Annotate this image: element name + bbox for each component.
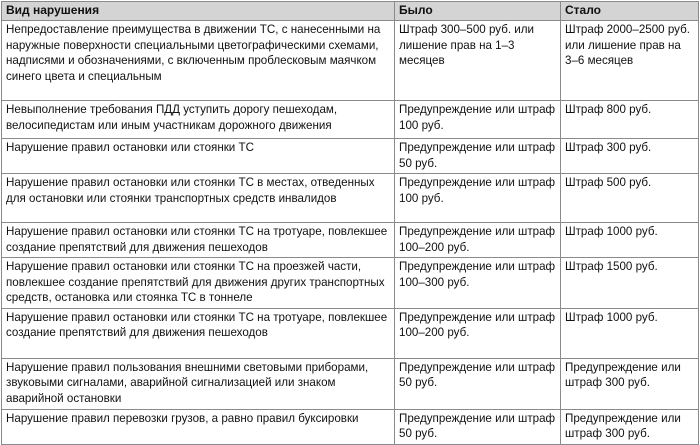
table-row (2, 101, 699, 139)
header-before: Было (395, 2, 561, 21)
violation-cell: Нарушение правил перевозки грузов, а равно правил буксировки (2, 409, 395, 444)
table-row (2, 409, 699, 444)
before-cell: Предупреждение или штраф 50 руб. (395, 409, 561, 444)
table-row (2, 358, 699, 409)
table-row (2, 21, 699, 101)
after-cell: Штраф 1000 руб. (561, 223, 699, 258)
header-after: Стало (561, 2, 699, 21)
before-cell: Предупреждение или штраф 50 руб. (395, 358, 561, 409)
violation-cell: Невыполнение требования ПДД уступить дорогу пешеходам, велосипедистам или иным участникам дорожного движения (2, 101, 395, 139)
violation-cell: Непредоставление преимущества в движении ТС, с нанесенными на наружные поверхности специальными цветографическими схемами, надписями и обозначениями, с включенным проблесковым маячком синего цвета и специальным (2, 21, 395, 101)
after-cell: Штраф 500 руб. (561, 174, 699, 223)
header-violation-type: Вид нарушения (2, 2, 395, 21)
before-cell: Предупреждение или штраф 100 руб. (395, 174, 561, 223)
before-cell: Предупреждение или штраф 50 руб. (395, 139, 561, 174)
violation-cell: Нарушение правил остановки или стоянки ТС на тротуаре, повлекшее создание препятствий для движения пешеходов (2, 223, 395, 258)
before-cell: Штраф 300–500 руб. или лишение прав на 1–3 месяцев (395, 21, 561, 101)
violation-cell: Нарушение правил остановки или стоянки ТС на тротуаре, повлекшее создание препятствий для движения пешеходов (2, 308, 395, 358)
violation-cell: Нарушение правил пользования внешними световыми приборами, звуковыми сигналами, аварийной сигнализацией или знаком аварийной остановки (2, 358, 395, 409)
after-cell: Штраф 1000 руб. (561, 308, 699, 358)
before-cell: Предупреждение или штраф 100 руб. (395, 101, 561, 139)
violation-cell: Нарушение правил остановки или стоянки ТС в местах, отведенных для остановки или стоянки транспортных средств инвалидов (2, 174, 395, 223)
before-cell: Предупреждение или штраф 100–200 руб. (395, 223, 561, 258)
after-cell: Предупреждение или штраф 300 руб. (561, 358, 699, 409)
table-row (2, 308, 699, 358)
after-cell: Штраф 800 руб. (561, 101, 699, 139)
table-header-row (2, 2, 699, 21)
table-row (2, 258, 699, 309)
after-cell: Штраф 2000–2500 руб. или лишение прав на 3–6 месяцев (561, 21, 699, 101)
before-cell: Предупреждение или штраф 100–300 руб. (395, 258, 561, 309)
table-row (2, 139, 699, 174)
violation-cell: Нарушение правил остановки или стоянки ТС на проезжей части, повлекшее создание препятствий для движения других транспортных средств, остановка или стоянка ТС в тоннеле (2, 258, 395, 309)
after-cell: Штраф 1500 руб. (561, 258, 699, 309)
after-cell: Предупреждение или штраф 300 руб. (561, 409, 699, 444)
after-cell: Штраф 300 руб. (561, 139, 699, 174)
violation-cell: Нарушение правил остановки или стоянки ТС (2, 139, 395, 174)
before-cell: Предупреждение или штраф 100–200 руб. (395, 308, 561, 358)
table-row (2, 174, 699, 223)
fines-comparison-table (1, 1, 699, 445)
table-row (2, 223, 699, 258)
